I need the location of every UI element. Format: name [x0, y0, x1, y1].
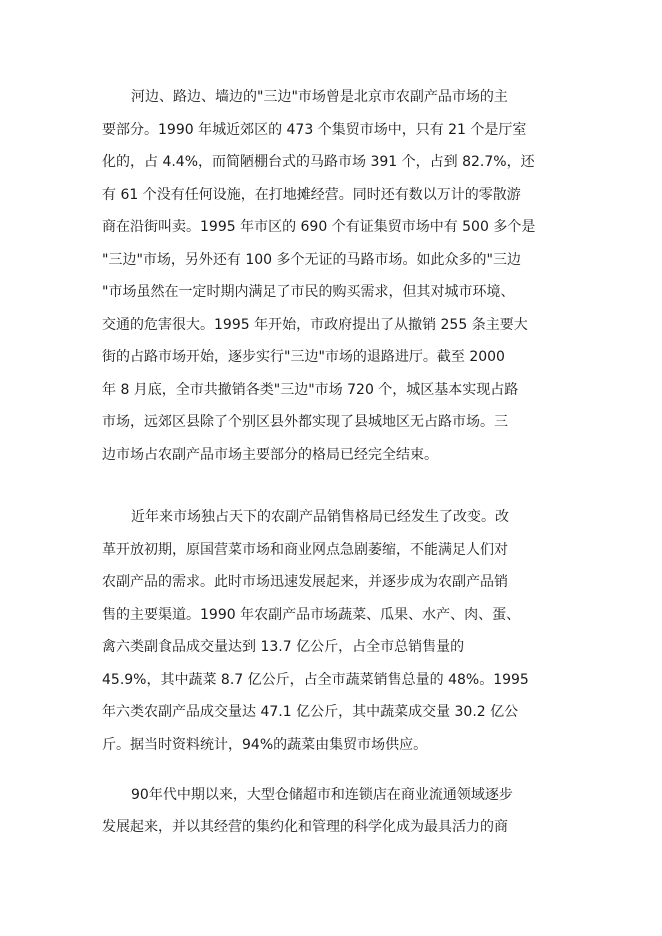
- text-line: 45.9%，其中蔬菜 8.7 亿公斤，占全市蔬菜销售总量的 48%。1995: [102, 672, 529, 688]
- text-line: 交通的危害很大。1995 年开始，市政府提出了从撤销 255 条主要大: [102, 317, 528, 333]
- text-line: 斤。据当时资料统计，94%的蔬菜由集贸市场供应。: [102, 737, 428, 753]
- text-line: 年 8 月底，全市共撤销各类"三边"市场 720 个，城区基本实现占路: [102, 382, 519, 398]
- text-line: 售的主要渠道。1990 年农副产品市场蔬菜、瓜果、水产、肉、蛋、: [102, 607, 521, 623]
- text-line: 市场，远郊区县除了个别区县外都实现了县城地区无占路市场。三: [102, 414, 508, 430]
- text-line: 发展起来，并以其经营的集约化和管理的科学化成为最具活力的商: [102, 819, 508, 835]
- text-line: 要部分。1990 年城近郊区的 473 个集贸市场中，只有 21 个是厅室: [102, 122, 527, 138]
- text-line: 年六类农副产品成交量达 47.1 亿公斤，其中蔬菜成交量 30.2 亿公: [102, 704, 519, 720]
- text-line: 近年来市场独占天下的农副产品销售格局已经发生了改变。改: [131, 509, 509, 525]
- text-line: "市场虽然在一定时期内满足了市民的购买需求，但其对城市环境、: [102, 284, 515, 300]
- text-line: 河边、路边、墙边的"三边"市场曾是北京市农副产品市场的主: [131, 89, 508, 105]
- text-line: 街的占路市场开始，逐步实行"三边"市场的退路进厅。截至 2000: [102, 349, 505, 365]
- text-line: "三边"市场，另外还有 100 多个无证的马路市场。如此众多的"三边: [102, 252, 521, 268]
- text-line: 边市场占农副产品市场主要部分的格局已经完全结束。: [102, 447, 438, 463]
- text-line: 农副产品的需求。此时市场迅速发展起来，并逐步成为农副产品销: [102, 574, 508, 590]
- text-line: 禽六类副食品成交量达到 13.7 亿公斤，占全市总销售量的: [102, 639, 465, 655]
- text-line: 化的，占 4.4%，而简陋棚台式的马路市场 391 个，占到 82.7%，还: [102, 154, 535, 170]
- text-line: 商在沿街叫卖。1995 年市区的 690 个有证集贸市场中有 500 多个是: [102, 219, 536, 235]
- text-line: 有 61 个没有任何设施，在打地摊经营。同时还有数以万计的零散游: [102, 187, 521, 203]
- text-line: 革开放初期，原国营菜市场和商业网点急剧萎缩，不能满足人们对: [102, 542, 508, 558]
- text-line: 90年代中期以来，大型仓储超市和连锁店在商业流通领域逐步: [131, 787, 513, 803]
